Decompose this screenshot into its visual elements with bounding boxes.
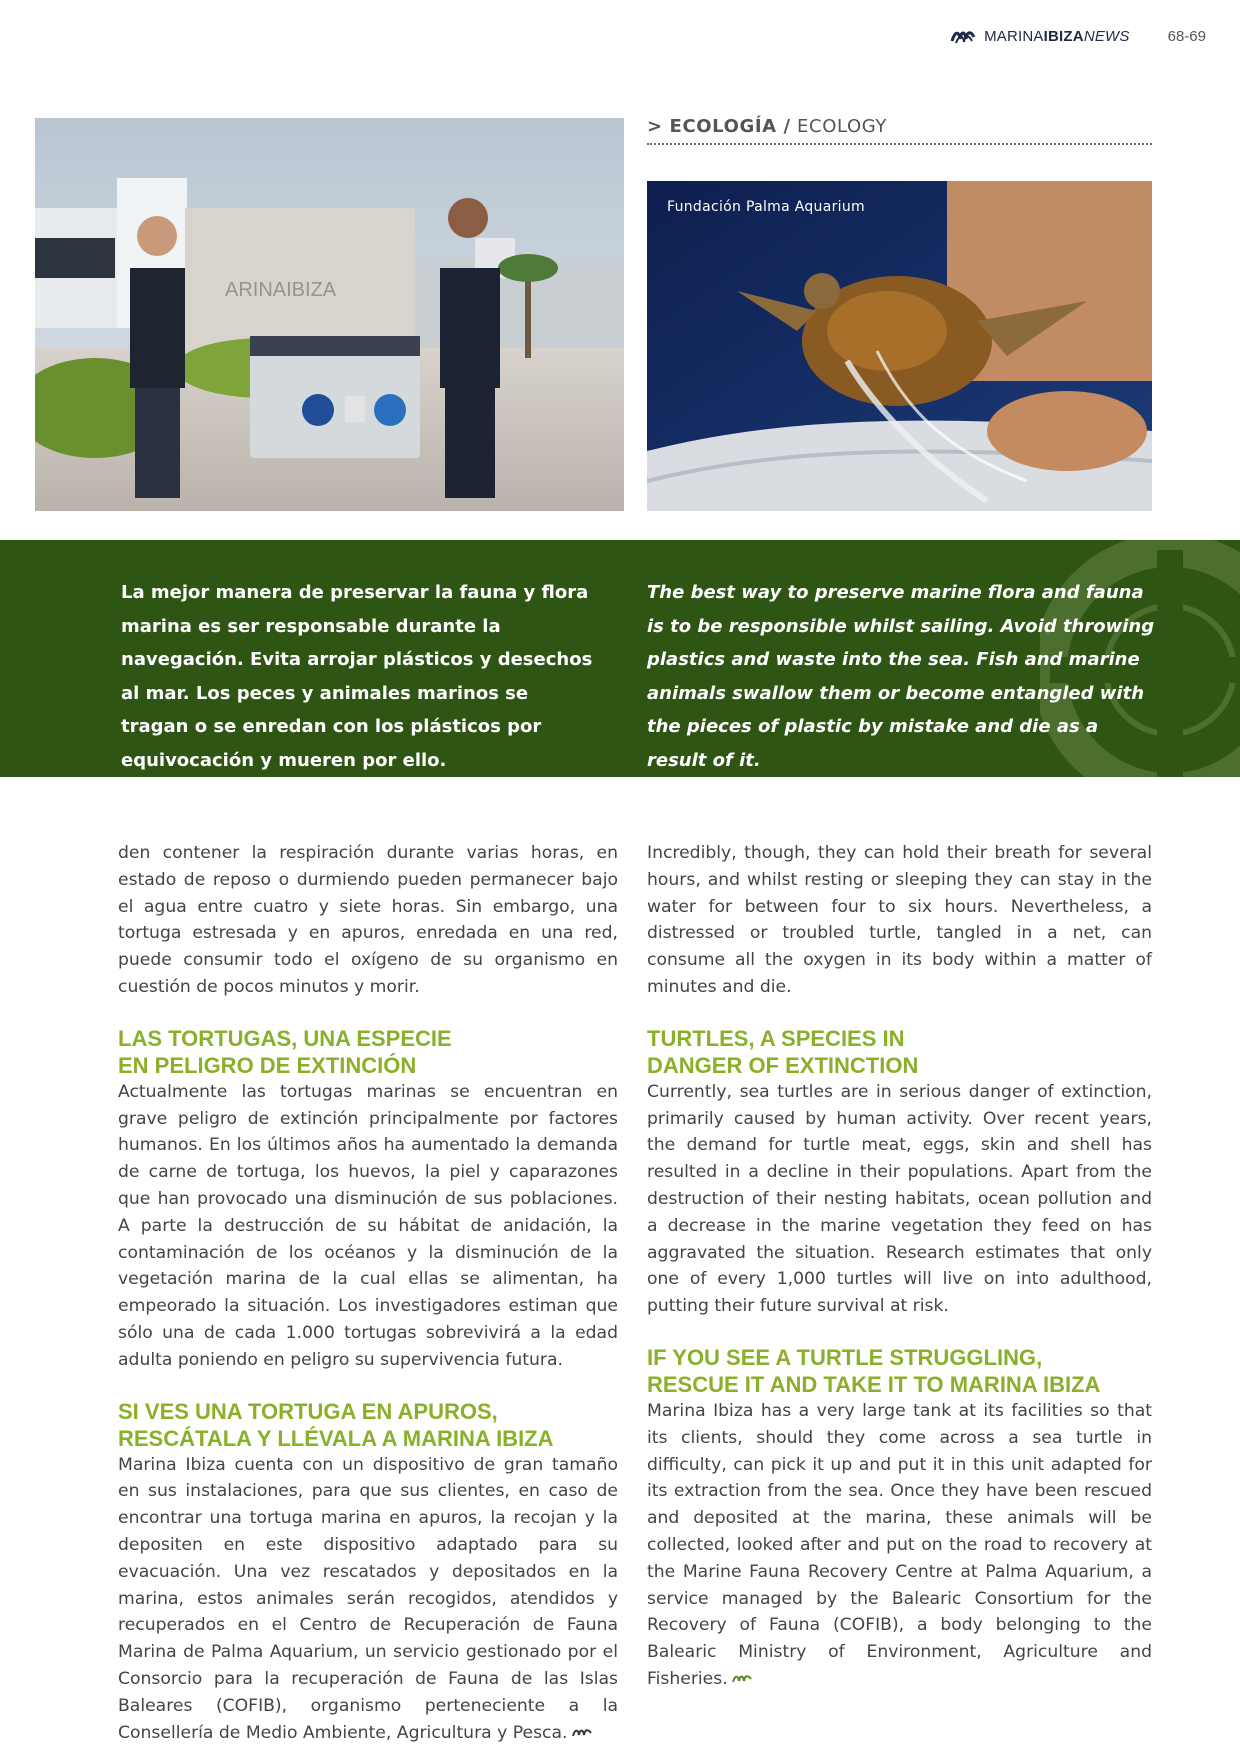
svg-text:ARINAIBIZA: ARINAIBIZA <box>225 279 337 301</box>
magazine-brand <box>950 28 1130 45</box>
intro-paragraph-en: Incredibly, though, they can hold their breath for several hours, and whilst resting or sleeping they can stay in the water for between four to six hours. Nevertheless, a distressed or troubled turtle, tangled in a net, can consume all the oxygen in its body within a matter of minutes and die. <box>647 843 1152 997</box>
section-label <box>647 116 1152 145</box>
heading-rescue-es <box>118 1398 618 1452</box>
heading-line: SI VES UNA TORTUGA EN APUROS, <box>118 1398 498 1424</box>
end-mark-icon <box>732 1673 752 1685</box>
heading-line: IF YOU SEE A TURTLE STRUGGLING, <box>647 1344 1043 1370</box>
heading-line: EN PELIGRO DE EXTINCIÓN <box>118 1052 417 1078</box>
paragraph-extinction-en: Currently, sea turtles are in serious danger of extinction, primarily caused by human activity. Over recent years, the demand for turtle meat, eggs, skin and shell has resulted in a decline in their populations. Apart from the destruction of their nesting habitats, ocean pollution and a decrease in the marine vegetation they feed on has aggravated the situation. Research estimates that only one of every 1,000 turtles will live on into adulthood, putting their future survival at risk. <box>647 1081 1152 1317</box>
section-label-en: ECOLOGY <box>790 116 887 137</box>
heading-line: TURTLES, A SPECIES IN <box>647 1025 905 1051</box>
article-column-en <box>647 840 1152 1693</box>
end-mark-icon <box>572 1727 592 1739</box>
photo-turtle-in-net <box>647 181 1152 511</box>
paragraph-rescue-es <box>118 1452 618 1747</box>
section-label-es: > ECOLOGÍA / <box>647 116 791 137</box>
highlight-band <box>0 540 1240 777</box>
paragraph-rescue-en <box>647 1398 1152 1693</box>
heading-line: LAS TORTUGAS, UNA ESPECIE <box>118 1025 452 1051</box>
page-header <box>950 28 1206 45</box>
heading-rescue-en <box>647 1344 1152 1398</box>
heading-line: DANGER OF EXTINCTION <box>647 1052 919 1078</box>
paragraph-rescue-en-text: Marina Ibiza has a very large tank at its facilities so that its clients, should they come across a sea turtle in difficulty, can pick it up and put it in this unit adapted for its extraction from the sea. Once they have been rescued and deposited at the marina, these animals will be collected, looked after and put on the road to recovery at the Marine Fauna Recovery Centre at Palma Aquarium, a service managed by the Balearic Consortium for the Recovery of Fauna (COFIB), a body belonging to the Balearic Ministry of Environment, Agriculture and Fisheries. <box>647 1400 1152 1689</box>
heading-extinction-es <box>118 1025 618 1079</box>
brand-news: NEWS <box>1083 28 1130 45</box>
marina-ibiza-logo-icon <box>950 29 978 45</box>
page-numbers: 68-69 <box>1167 28 1206 45</box>
photo-marina-rescue-tank <box>35 118 624 511</box>
paragraph-extinction-es: Actualmente las tortugas marinas se encuentran en grave peligro de extinción principalmente por factores humanos. En los últimos años ha aumentado la demanda de carne de tortuga, los huevos, la piel y caparazones que han provocado una disminución de sus poblaciones. A parte la destrucción de su hábitat de anidación, la contaminación de los océanos y la disminución de la vegetación marina de la cual ellas se alimentan, ha empeorado la situación. Los investigadores estiman que sólo una de cada 1.000 tortugas sobrevivirá a la edad adulta poniendo en peligro su supervivencia futura. <box>118 1081 618 1370</box>
article-column-es <box>118 840 618 1746</box>
brand-marina: MARINA <box>984 28 1044 45</box>
band-text-en: The best way to preserve marine flora and fauna is to be responsible whilst sailing. Avoid throwing plastics and waste into the sea. Fish and marine animals swallow them or become entangled with the pieces of plastic by mistake and die as a result of it. <box>647 582 1155 771</box>
band-text-es: La mejor manera de preservar la fauna y flora marina es ser responsable durante la navegación. Evita arrojar plásticos y desechos al mar. Los peces y animales marinos se tragan o se enredan con los plásticos por equivocación y mueren por ello. <box>121 582 593 771</box>
heading-extinction-en <box>647 1025 1152 1079</box>
intro-paragraph-es: den contener la respiración durante varias horas, en estado de reposo o durmiendo pueden permanecer bajo el agua entre cuatro y siete horas. Sin embargo, una tortuga estresada y en apuros, enredada en una red, puede consumir todo el oxígeno de su organismo en cuestión de pocos minutos y morir. <box>118 843 618 997</box>
heading-line: RESCUE IT AND TAKE IT TO MARINA IBIZA <box>647 1371 1101 1397</box>
photo-caption: Fundación Palma Aquarium <box>667 199 865 215</box>
paragraph-rescue-es-text: Marina Ibiza cuenta con un dispositivo de gran tamaño en sus instalaciones, para que sus clientes, en caso de encontrar una tortuga marina en apuros, la recojan y la depositen en este dispositivo adaptado para su evacuación. Una vez rescatados y depositados en la marina, estos animales serán recogidos, atendidos y recuperados en el Centro de Recuperación de Fauna Marina de Palma Aquarium, un servicio gestionado por el Consorcio para la recuperación de Fauna de las Islas Baleares (COFIB), organismo perteneciente a la Consellería de Medio Ambiente, Agricultura y Pesca. <box>118 1454 618 1743</box>
brand-ibiza: IBIZA <box>1043 28 1084 45</box>
heading-line: RESCÁTALA Y LLÉVALA A MARINA IBIZA <box>118 1425 554 1451</box>
